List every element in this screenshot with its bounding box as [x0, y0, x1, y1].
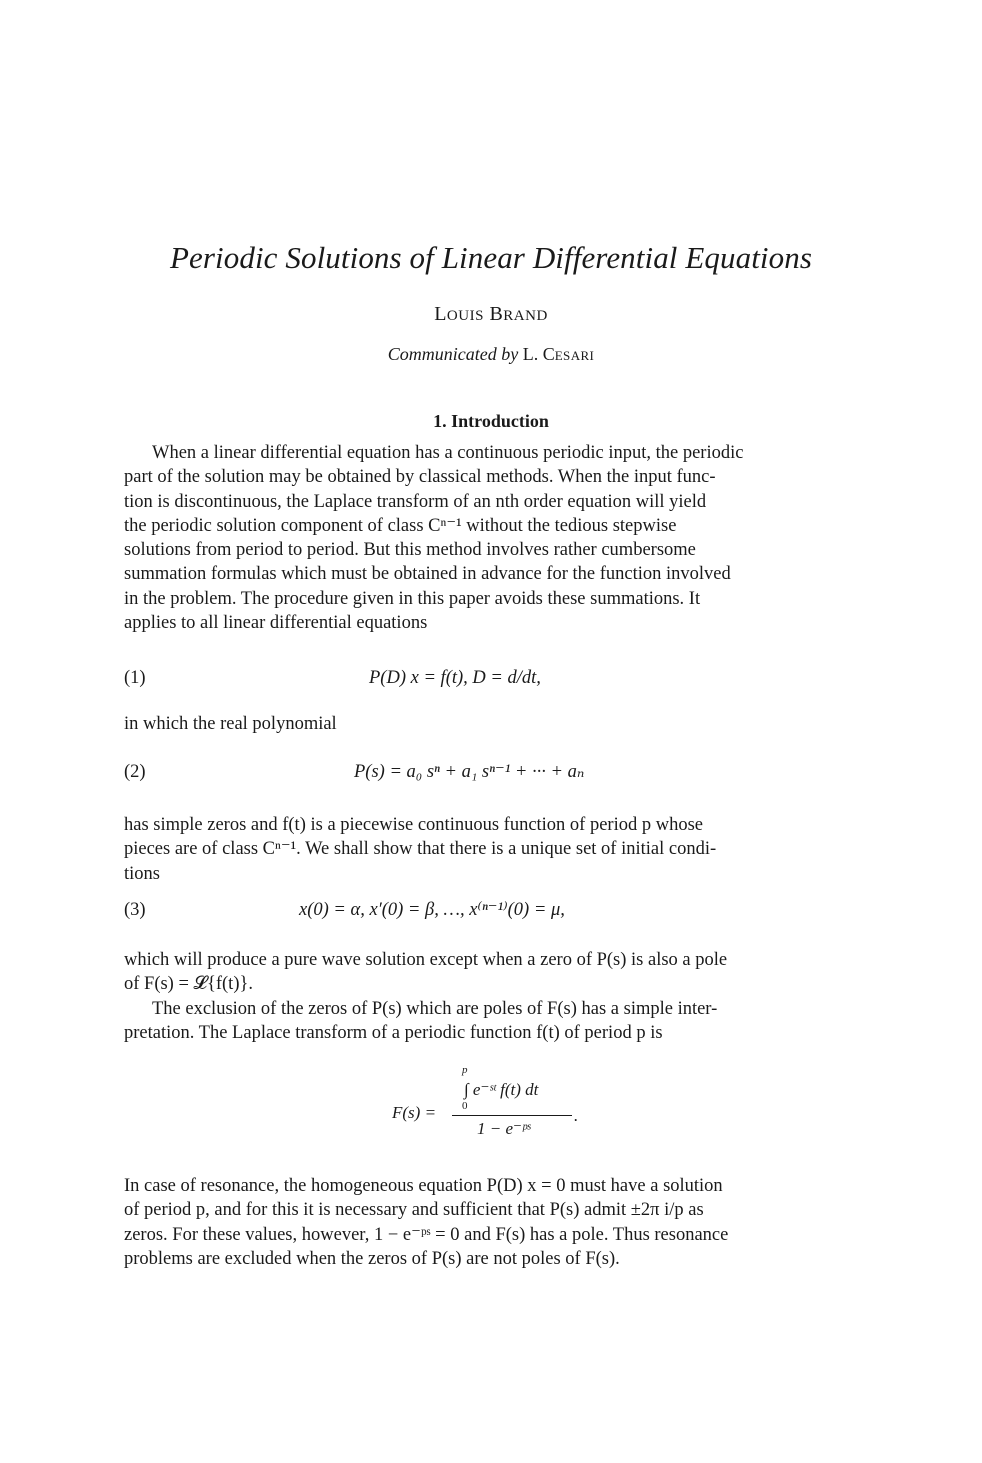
intro-line: applies to all linear differential equations — [124, 613, 428, 634]
intro-paragraph — [124, 441, 851, 635]
laplace-formula — [392, 1064, 592, 1150]
formula-denominator: 1 − e⁻ᵖˢ — [477, 1119, 531, 1138]
communicator-rest: ESARI — [554, 348, 595, 363]
author-first-initial: L — [434, 303, 447, 325]
exclusion-paragraph — [124, 997, 851, 1046]
equation-number: (3) — [124, 900, 146, 920]
author-first-rest: OUIS — [446, 308, 484, 324]
mid-line: pieces are of class Cⁿ⁻¹. We shall show that there is a unique set of initial condi- — [124, 839, 717, 860]
after-eq3-line: of F(s) = 𝓛{f(t)}. — [124, 974, 253, 995]
communicator-initial: L. C — [522, 344, 555, 364]
mid-line: has simple zeros and f(t) is a piecewise continuous function of period p whose — [124, 815, 704, 835]
intro-line: tion is discontinuous, the Laplace transform of an nth order equation will yield — [124, 491, 707, 512]
equation-number: (2) — [124, 762, 146, 782]
intro-line: the periodic solution component of class Cⁿ⁻¹ without the tedious stepwise — [124, 515, 677, 536]
equation-2 — [124, 758, 851, 786]
resonance-line: of period p, and for this it is necessary and sufficient that P(s) admit ±2π i/p as — [124, 1200, 704, 1221]
communicated-by — [0, 344, 982, 365]
formula-numerator: ∫ e⁻ˢᵗ f(t) dt — [464, 1080, 539, 1099]
paper-title: Periodic Solutions of Linear Differential Equations — [169, 240, 812, 275]
equation-1 — [124, 664, 851, 692]
resonance-line: In case of resonance, the homogeneous equation P(D) x = 0 must have a solution — [124, 1176, 723, 1196]
author-name — [0, 303, 982, 326]
equation-body: P(s) = a₀ sⁿ + a₁ sⁿ⁻¹ + ··· + aₙ — [354, 762, 585, 782]
resonance-line: problems are excluded when the zeros of P(s) are not poles of F(s). — [124, 1248, 620, 1269]
section-heading: 1. Introduction — [433, 411, 549, 431]
author-last-initial: B — [489, 303, 504, 325]
communicated-prefix: Communicated by — [387, 344, 519, 364]
equation-3 — [124, 896, 851, 924]
fraction-bar — [452, 1115, 572, 1116]
equation-body: x(0) = α, x′(0) = β, …, x⁽ⁿ⁻¹⁾(0) = μ, — [299, 900, 565, 920]
author-last-rest: RAND — [503, 308, 548, 324]
formula-end: . — [574, 1106, 579, 1125]
resonance-line: zeros. For these values, however, 1 − e⁻ᵖˢ = 0 and F(s) has a pole. Thus resonance — [124, 1224, 729, 1245]
formula-lhs: F(s) = — [392, 1103, 437, 1122]
intro-line: summation formulas which must be obtained in advance for the function involved — [124, 564, 731, 585]
intro-line: part of the solution may be obtained by classical methods. When the input func- — [124, 467, 716, 488]
integral-upper-limit: p — [462, 1064, 468, 1076]
exclusion-line: The exclusion of the zeros of P(s) which are poles of F(s) has a simple inter- — [152, 999, 718, 1019]
exclusion-line: pretation. The Laplace transform of a periodic function f(t) of period p is — [124, 1023, 663, 1044]
integral-lower-limit: 0 — [462, 1100, 468, 1112]
intro-line: solutions from period to period. But this method involves rather cumbersome — [124, 540, 696, 561]
intro-line: in the problem. The procedure given in this paper avoids these summations. It — [124, 588, 701, 609]
mid-line: tions — [124, 863, 160, 884]
mid-paragraph — [124, 813, 851, 886]
after-eq1-text: in which the real polynomial — [124, 714, 337, 734]
resonance-paragraph — [124, 1174, 851, 1271]
intro-line: When a linear differential equation has a continuous periodic input, the periodic — [152, 443, 744, 463]
equation-body: P(D) x = f(t), D = d/dt, — [369, 668, 541, 688]
after-eq3-paragraph — [124, 948, 851, 997]
after-eq3-line: which will produce a pure wave solution except when a zero of P(s) is also a pole — [124, 950, 728, 970]
equation-number: (1) — [124, 668, 146, 688]
